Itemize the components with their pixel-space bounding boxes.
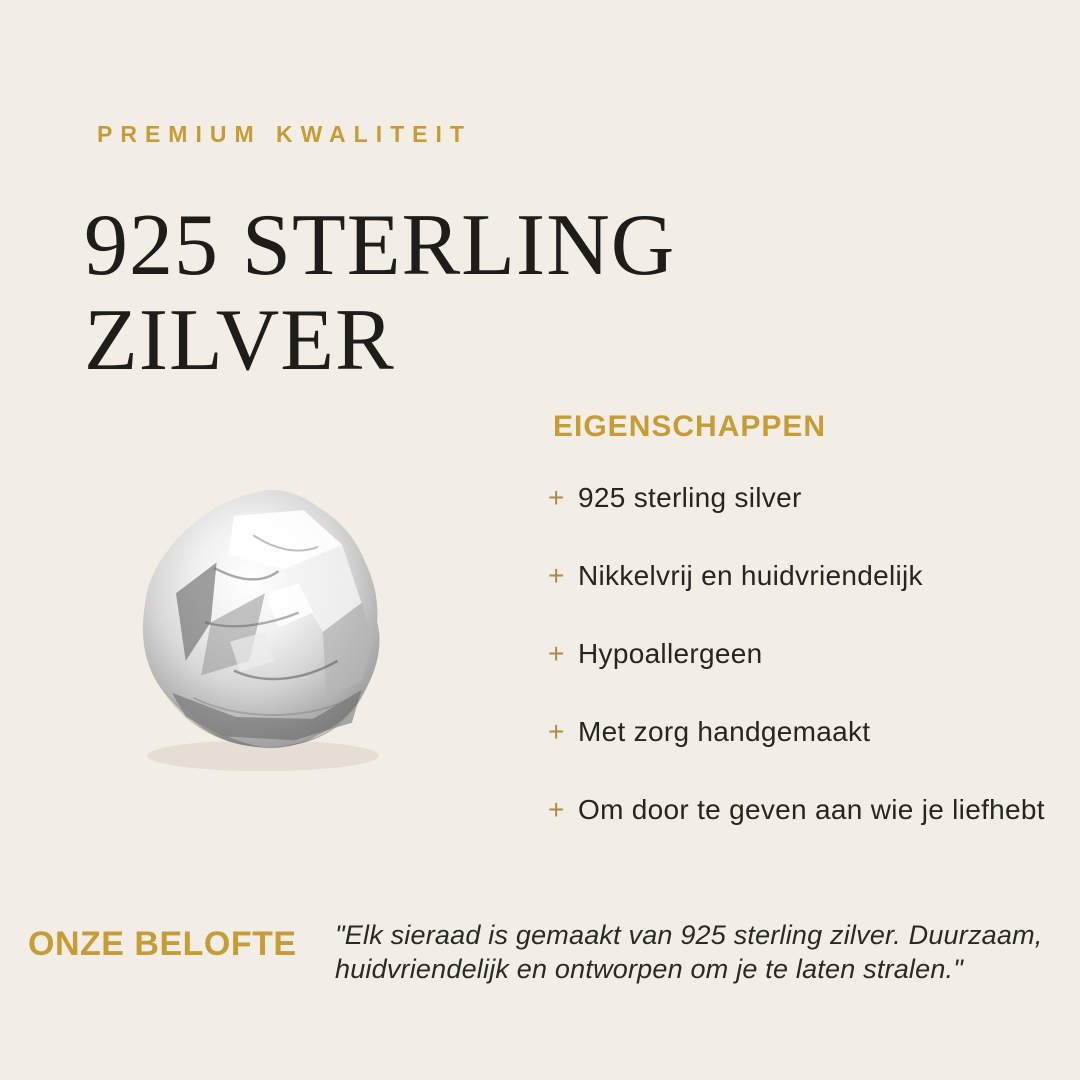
page-title-line2: ZILVER [84,292,395,389]
silver-nugget-image [118,475,408,785]
feature-item [548,560,1048,592]
feature-item [548,638,1048,670]
plus-icon: + [548,716,565,747]
plus-icon: + [548,560,565,591]
feature-item-label: Om door te geven aan wie je liefhebt [578,794,1045,825]
page-title-line1: 925 STERLING [84,197,676,294]
eyebrow-label: PREMIUM KWALITEIT [97,121,472,147]
feature-item-label: Nikkelvrij en huidvriendelijk [578,560,923,591]
promise-quote: "Elk sieraad is gemaakt van 925 sterling zilver. Duurzaam, huidvriendelijk en ontworpen om je te laten stralen." [335,920,1043,984]
promise-heading: ONZE BELOFTE [28,925,297,963]
plus-icon: + [548,794,565,825]
feature-item-label: Met zorg handgemaakt [578,716,871,747]
feature-item-label: Hypoallergeen [578,638,763,669]
feature-item-label: 925 sterling silver [578,482,802,513]
page-title [84,198,675,388]
features-section [548,410,1048,872]
feature-item [548,794,1048,826]
features-list [548,482,1048,826]
feature-item [548,716,1048,748]
plus-icon: + [548,482,565,513]
plus-icon: + [548,638,565,669]
promise-section [28,918,1058,986]
feature-item [548,482,1048,514]
features-heading: EIGENSCHAPPEN [553,410,827,443]
